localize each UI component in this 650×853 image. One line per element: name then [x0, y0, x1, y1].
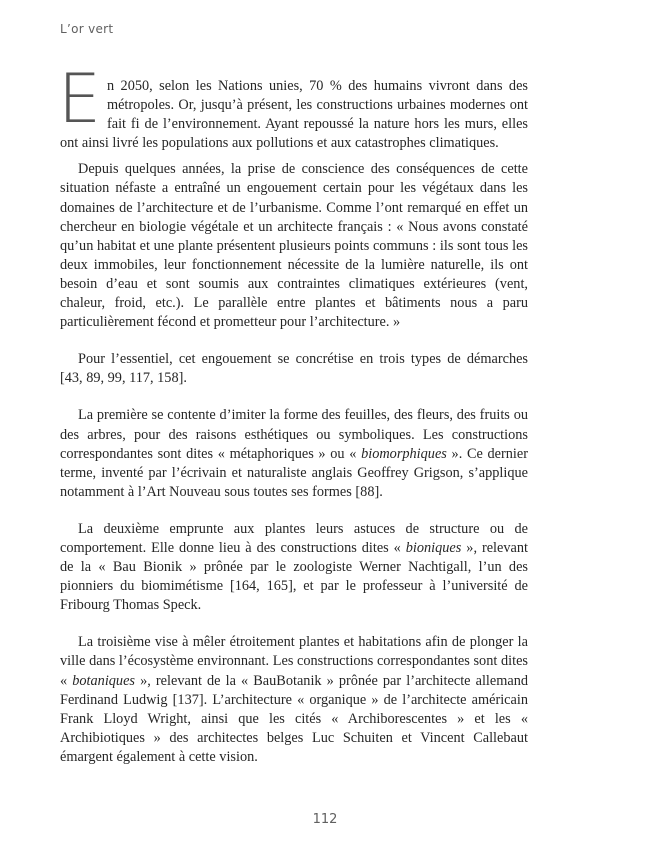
- page-number: 112: [312, 812, 338, 827]
- paragraph-context: Depuis quelques années, la prise de conscience des conséquences de cette situation néfaste a entraîné un engouement certain pour les végétaux dans les domaines de l’architecture et de l’urbanisme. Comme l’ont remarqué en effet un chercheur en biologie végétale et un architecte français : « Nous avons constaté qu’un habitat et une plante présentent plusieurs points communs : ils sont tous les deux immobiles, leur fonctionnement nécessite de la lumière naturelle, ils ont besoin d’eau et sont soumis aux contraintes climatiques extérieures (vent, chaleur, froid, etc.). Le parallèle entre plantes et bâtiments nous a paru particulièrement fécond et prometteur pour l’architecture. »: [60, 161, 528, 331]
- italic-term: biomorphiques: [361, 445, 447, 462]
- italic-term: bioniques: [405, 539, 462, 556]
- drop-cap: E: [58, 60, 101, 139]
- italic-term: botaniques: [72, 672, 135, 689]
- paragraph-intro-text: n 2050, selon les Nations unies, 70 % des humains vivront dans des métropoles. Or, jusqu’à présent, les constructions urbaines modernes ont fait fi de l’environnement. Ayant repoussé la nature hors les murs, elles ont ainsi livré les populations aux pollutions et aux catastrophes climatiques.: [60, 78, 528, 152]
- text-segment: ». Ce dernier terme, inventé par l’écrivain et naturaliste anglais Geoffrey Grigson, s’applique notamment à l’Art Nouveau sous toutes ses formes [88].: [60, 445, 528, 500]
- running-header: L’or vert: [60, 22, 114, 36]
- text-segment: La première se contente d’imiter la forme des feuilles, des fleurs, des fruits ou des arbres, pour des raisons esthétiques ou symboliques. Les constructions correspondantes sont dites « métaphoriques » ou «: [60, 407, 528, 462]
- paragraph-intro: [58, 60, 528, 153]
- paragraph-first-approach: [60, 406, 528, 501]
- paragraph-second-approach: [60, 520, 528, 615]
- text-segment: », relevant de la « BauBotanik » prônée par l’architecte allemand Ferdinand Ludwig [137]. L’architecture « organique » de l’architecte américain Frank Lloyd Wright, ainsi que les cités « Archiborescentes » et les « Archibiotiques » des architectes belges Luc Schuiten et Vincent Callebaut émargent également à cette vision.: [60, 672, 528, 765]
- paragraph-three-approaches: Pour l’essentiel, cet engouement se concrétise en trois types de démarches [43, 89, 99, 117, 158].: [60, 351, 528, 387]
- text-segment: La deuxième emprunte aux plantes leurs astuces de structure ou de comportement. Elle donne lieu à des constructions dites «: [60, 520, 528, 556]
- text-segment: La troisième vise à mêler étroitement plantes et habitations afin de plonger la ville dans l’écosystème environnant. Les constructions correspondantes sont dites «: [60, 634, 528, 689]
- body-text: [58, 60, 528, 767]
- paragraph-third-approach: [60, 633, 528, 767]
- text-segment: », relevant de la « Bau Bionik » prônée par le zoologiste Werner Nachtigall, l’un des pionniers du biomimétisme [164, 165], et par le professeur à l’université de Fribourg Thomas Speck.: [60, 539, 528, 614]
